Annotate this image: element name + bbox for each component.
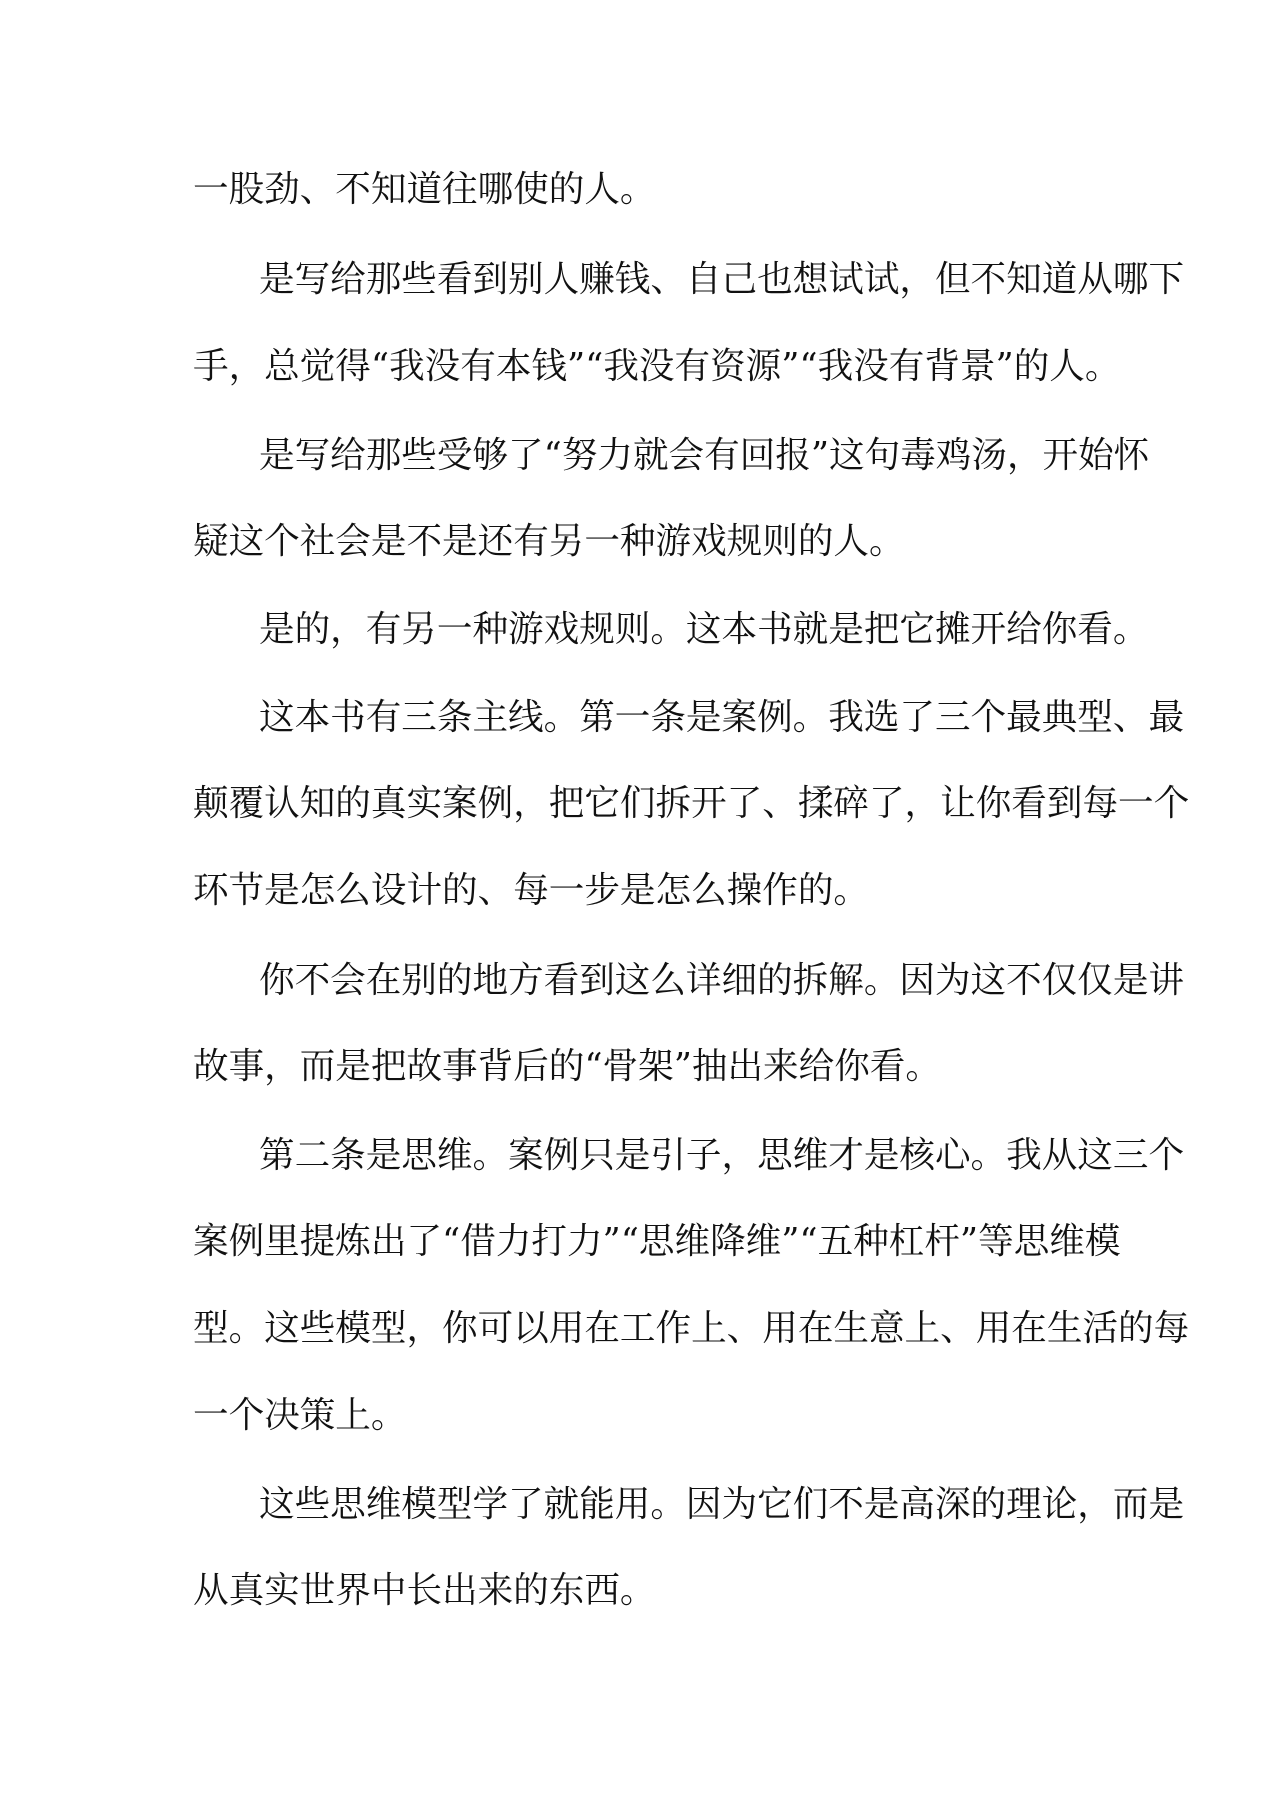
text-line: 颠覆认知的真实案例，把它们拆开了、揉碎了，让你看到每一个 — [193, 783, 1190, 824]
paragraph-first-line: 这本书有三条主线。第一条是案例。我选了三个最典型、最 — [259, 697, 1185, 738]
text-line: 一个决策上。 — [193, 1395, 407, 1436]
text-line: 故事，而是把故事背后的“骨架”抽出来给你看。 — [193, 1046, 941, 1087]
text-line: 从真实世界中长出来的东西。 — [193, 1570, 656, 1611]
text-line: 手，总觉得“我没有本钱”“我没有资源”“我没有背景”的人。 — [193, 346, 1121, 387]
paragraph-first-line: 是写给那些受够了“努力就会有回报”这句毒鸡汤，开始怀 — [259, 435, 1150, 476]
paragraph-first-line: 是的，有另一种游戏规则。这本书就是把它摊开给你看。 — [259, 609, 1149, 650]
paragraph-first-line: 是写给那些看到别人赚钱、自己也想试试，但不知道从哪下 — [259, 259, 1185, 300]
paragraph-first-line: 你不会在别的地方看到这么详细的拆解。因为这不仅仅是讲 — [259, 960, 1185, 1001]
text-line: 疑这个社会是不是还有另一种游戏规则的人。 — [193, 521, 905, 562]
text-line: 案例里提炼出了“借力打力”“思维降维”“五种杠杆”等思维模 — [193, 1221, 1121, 1262]
paragraph-first-line: 这些思维模型学了就能用。因为它们不是高深的理论，而是 — [259, 1484, 1185, 1525]
text-line: 型。这些模型，你可以用在工作上、用在生意上、用在生活的每 — [193, 1308, 1190, 1349]
text-line: 一股劲、不知道往哪使的人。 — [193, 169, 656, 210]
text-line: 环节是怎么设计的、每一步是怎么操作的。 — [193, 870, 869, 911]
paragraph-first-line: 第二条是思维。案例只是引子，思维才是核心。我从这三个 — [259, 1135, 1185, 1176]
